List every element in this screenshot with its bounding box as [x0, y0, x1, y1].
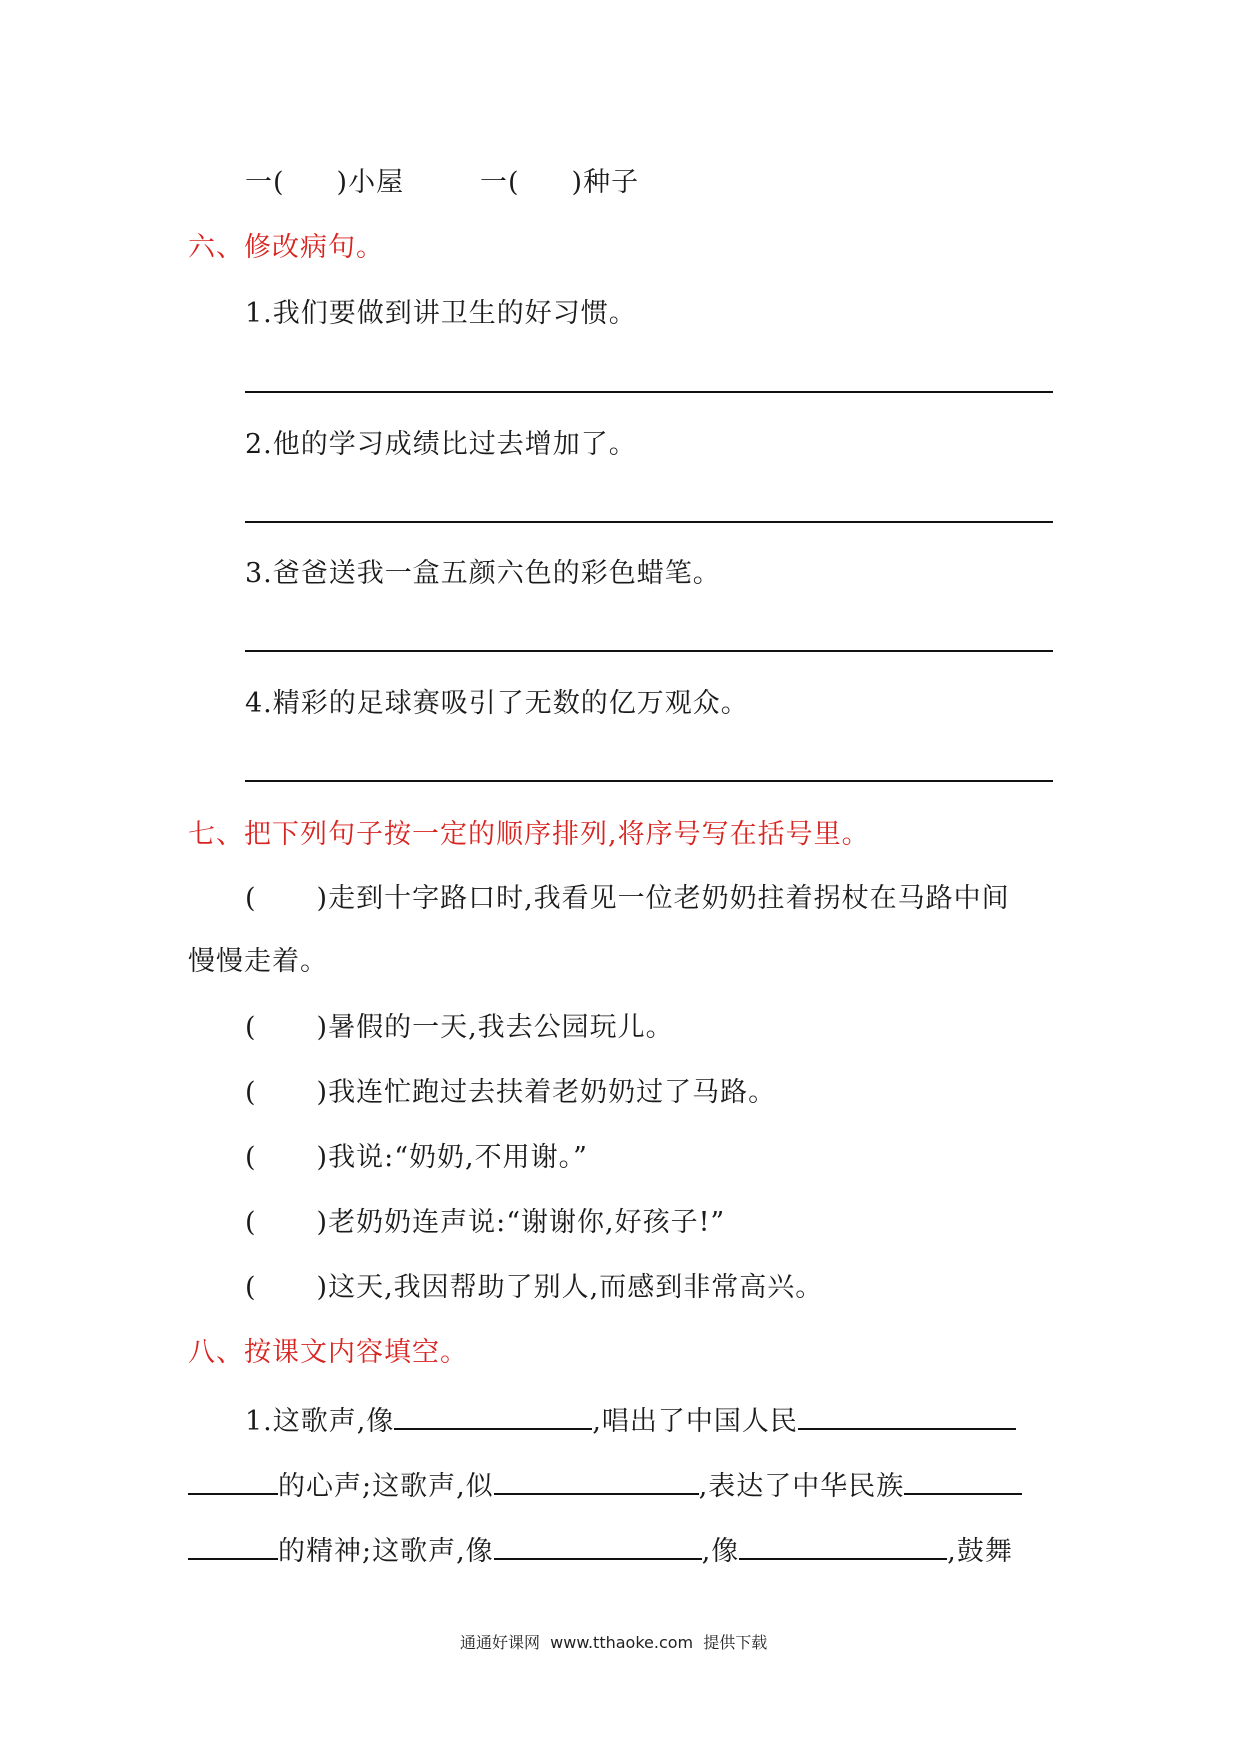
- fill-blank[interactable]: [188, 1530, 278, 1560]
- fill-blank[interactable]: [739, 1530, 947, 1560]
- fill-blank[interactable]: [798, 1400, 1016, 1430]
- paren-close: ): [316, 1142, 329, 1173]
- order-item-6-text: 这天,我因帮助了别人,而感到非常高兴。: [328, 1272, 824, 1303]
- fill-blank[interactable]: [494, 1530, 702, 1560]
- order-item-4: [245, 1140, 588, 1176]
- order-item-1-continuation: 慢慢走着。: [188, 946, 328, 977]
- order-item-5: [245, 1205, 725, 1241]
- sentence-item-1: 1.我们要做到讲卫生的好习惯。: [245, 298, 637, 329]
- fill-text-2a: 的心声;这歌声,似: [278, 1471, 494, 1502]
- fill-blank[interactable]: [188, 1465, 278, 1495]
- fill-text-3b: ,像: [701, 1536, 740, 1567]
- answer-line-3[interactable]: [245, 650, 1053, 652]
- order-item-1-text: 走到十字路口时,我看见一位老奶奶拄着拐杖在马路中间: [328, 883, 1010, 914]
- paren-open: (: [245, 1077, 257, 1108]
- page-footer: 通通好课网 www.tthaoke.com 提供下载: [460, 1633, 768, 1652]
- sentence-item-2: 2.他的学习成绩比过去增加了。: [245, 429, 637, 460]
- paren-close: ): [316, 1272, 329, 1303]
- top-row: [245, 165, 404, 201]
- order-item-1: [245, 881, 1010, 917]
- fill-blank[interactable]: [494, 1465, 699, 1495]
- paren-close: ): [316, 1012, 329, 1043]
- paren-close: ): [316, 883, 329, 914]
- answer-line-4[interactable]: [245, 780, 1053, 782]
- paren-open: (: [245, 1272, 257, 1303]
- paren-open: (: [245, 1207, 257, 1238]
- measure-word-item-2-suffix: )种子: [571, 167, 640, 198]
- order-item-3-text: 我连忙跑过去扶着老奶奶过了马路。: [328, 1077, 777, 1108]
- measure-word-item-1-prefix: 一(: [245, 167, 285, 198]
- order-item-6: [245, 1270, 823, 1306]
- measure-word-item-2-prefix: 一(: [480, 167, 520, 198]
- order-item-2-text: 暑假的一天,我去公园玩儿。: [328, 1012, 674, 1043]
- sentence-item-3: 3.爸爸送我一盒五颜六色的彩色蜡笔。: [245, 558, 721, 589]
- fill-line-3: [188, 1530, 1013, 1570]
- answer-line-2[interactable]: [245, 521, 1053, 523]
- order-item-5-text: 老奶奶连声说:“谢谢你,好孩子!”: [328, 1207, 726, 1238]
- order-item-3: [245, 1075, 776, 1111]
- measure-word-item-1-suffix: )小屋: [336, 167, 405, 198]
- answer-line-1[interactable]: [245, 391, 1053, 393]
- paren-open: (: [245, 1012, 257, 1043]
- fill-blank[interactable]: [904, 1465, 1022, 1495]
- fill-text-2b: ,表达了中华民族: [698, 1471, 905, 1502]
- paren-open: (: [245, 883, 257, 914]
- fill-line-1: [245, 1400, 1016, 1440]
- fill-text-1a: 1.这歌声,像: [245, 1406, 395, 1437]
- order-item-2: [245, 1010, 674, 1046]
- fill-text-3c: ,鼓舞: [947, 1536, 1013, 1567]
- fill-line-2: [188, 1465, 1022, 1505]
- paren-open: (: [245, 1142, 257, 1173]
- section-6-title: 六、修改病句。: [188, 232, 384, 263]
- fill-text-3a: 的精神;这歌声,像: [278, 1536, 494, 1567]
- section-8-title: 八、按课文内容填空。: [188, 1337, 468, 1368]
- paren-close: ): [316, 1207, 329, 1238]
- fill-blank[interactable]: [394, 1400, 592, 1430]
- paren-close: ): [316, 1077, 329, 1108]
- sentence-item-4: 4.精彩的足球赛吸引了无数的亿万观众。: [245, 688, 749, 719]
- fill-text-1b: ,唱出了中国人民: [592, 1406, 798, 1437]
- order-item-4-text: 我说:“奶奶,不用谢。”: [328, 1142, 588, 1173]
- top-row-item-2: [480, 165, 639, 201]
- section-7-title: 七、把下列句子按一定的顺序排列,将序号写在括号里。: [188, 819, 870, 850]
